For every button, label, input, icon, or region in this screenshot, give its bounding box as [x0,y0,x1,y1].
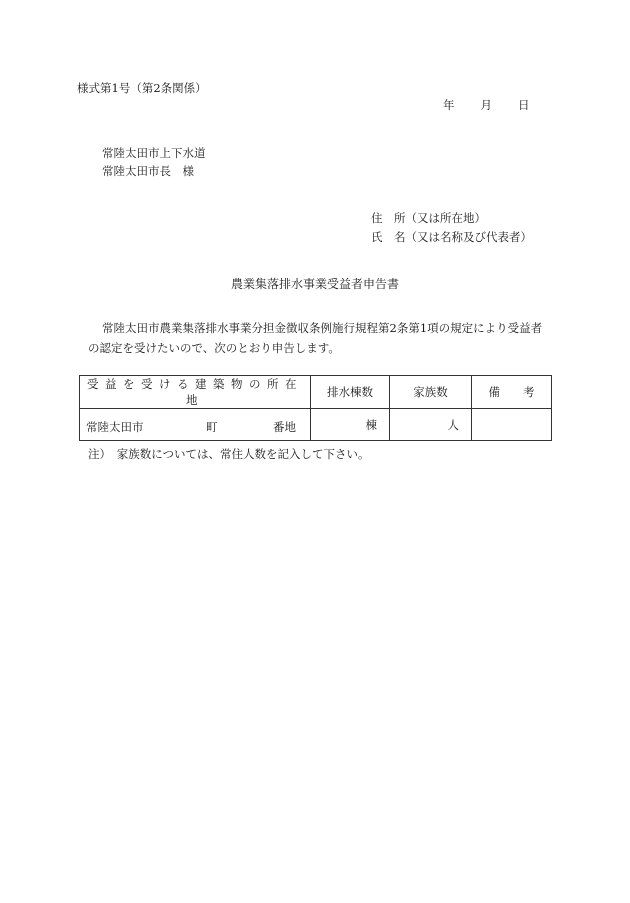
applicant-name-label: 氏 名（又は名称及び代表者） [371,230,532,244]
table-header-row [80,376,552,409]
remarks-cell[interactable] [472,409,552,441]
drain-buildings-cell[interactable]: 棟 [311,409,390,441]
table-row [80,409,552,441]
applicant-address-label: 住 所（又は所在地） [371,211,486,225]
header-location: 受益を受ける建築物の所在地 [80,376,311,409]
header-drain-buildings: 排水棟数 [311,376,390,409]
date-year: 年 [443,98,455,112]
addressee-line-2: 常陸太田市長 様 [102,164,194,178]
location-city: 常陸太田市 [86,420,144,434]
form-number: 様式第1号（第2条関係） [77,81,207,95]
application-table [79,375,552,441]
header-family-count: 家族数 [390,376,472,409]
header-remarks: 備 考 [472,376,552,409]
date-month: 月 [480,98,492,112]
date-day: 日 [518,98,530,112]
date-line [443,100,530,112]
body-text-line-2: の認定を受けたいので、次のとおり申告します。 [88,341,340,355]
location-banchi-suffix: 番地 [273,420,296,434]
body-text-line-1: 常陸太田市農業集落排水事業分担金徴収条例施行規程第2条第1項の規定により受益者 [102,321,543,335]
footnote: 注） 家族数については、常住人数を記入して下さい。 [88,447,370,461]
location-town-suffix: 町 [206,420,218,434]
location-cell[interactable] [80,409,311,441]
family-count-cell[interactable]: 人 [390,409,472,441]
addressee-line-1: 常陸太田市上下水道 [102,146,206,160]
document-title: 農業集落排水事業受益者申告書 [230,277,399,291]
